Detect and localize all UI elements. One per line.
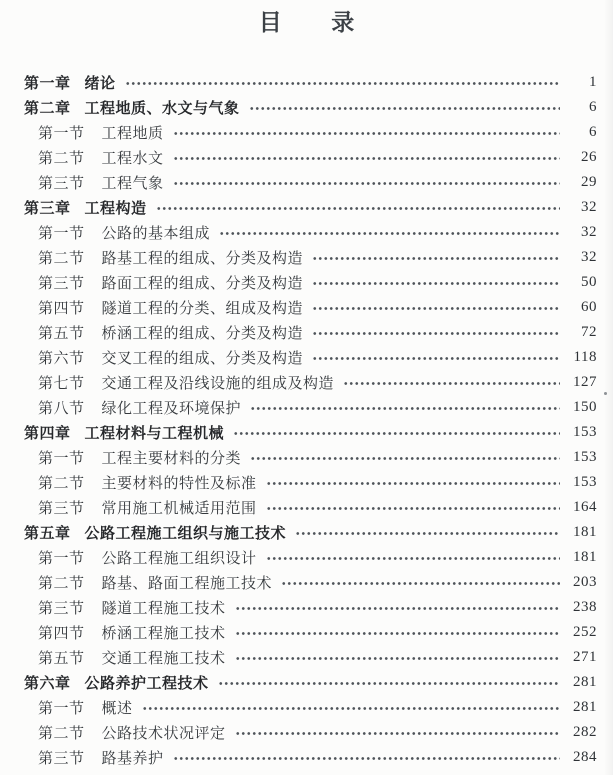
toc-entry-page: 281 bbox=[573, 674, 597, 690]
toc-entry-page: 252 bbox=[573, 624, 597, 640]
dot-leader-icon bbox=[312, 254, 560, 263]
toc-entry-label: 第二节 bbox=[38, 576, 85, 592]
toc-entry-title: 交叉工程的组成、分类及构造 bbox=[101, 351, 304, 367]
toc-entry-title: 交通工程及沿线设施的组成及构造 bbox=[101, 376, 335, 392]
toc-entry-title: 路基、路面工程施工技术 bbox=[101, 576, 273, 592]
dot-leader-icon bbox=[266, 504, 560, 513]
dot-leader-icon bbox=[173, 754, 560, 763]
toc-entry-chapter bbox=[0, 70, 613, 95]
dot-leader-icon bbox=[156, 204, 560, 213]
toc-entry-section bbox=[0, 495, 613, 520]
toc-entry-page: 284 bbox=[573, 749, 597, 765]
dot-leader-icon bbox=[250, 404, 560, 413]
toc-entry-title: 路基工程的组成、分类及构造 bbox=[101, 251, 304, 267]
toc-entry-label: 第二节 bbox=[38, 476, 85, 492]
toc-entry-label: 第四节 bbox=[38, 301, 85, 317]
toc-entry-label: 第二节 bbox=[38, 251, 85, 267]
toc-entry-label: 第六章 bbox=[24, 675, 71, 692]
toc-entry-page: 50 bbox=[581, 274, 597, 290]
dot-leader-icon bbox=[173, 179, 560, 188]
dot-leader-icon bbox=[235, 604, 560, 613]
toc-entry-section bbox=[0, 270, 613, 295]
dot-leader-icon bbox=[312, 354, 560, 363]
toc-entry-label: 第三节 bbox=[38, 276, 85, 292]
toc-entry-chapter bbox=[0, 195, 613, 220]
toc-entry-label: 第四章 bbox=[24, 425, 71, 442]
toc-entry-page: 32 bbox=[581, 199, 597, 215]
toc-entry-section bbox=[0, 695, 613, 720]
dot-leader-icon bbox=[249, 104, 560, 113]
dot-leader-icon bbox=[343, 379, 560, 388]
toc-entry-page: 181 bbox=[573, 524, 597, 540]
toc-entry-page: 32 bbox=[581, 224, 597, 240]
toc-entry-section bbox=[0, 245, 613, 270]
toc-entry-title: 绿化工程及环境保护 bbox=[101, 401, 242, 417]
toc-entry-title: 工程材料与工程机械 bbox=[84, 425, 225, 442]
dot-leader-icon bbox=[312, 279, 560, 288]
toc-entry-label: 第五节 bbox=[38, 651, 85, 667]
toc-entry-title: 公路技术状况评定 bbox=[101, 726, 226, 742]
toc-entry-page: 127 bbox=[573, 374, 597, 390]
dot-leader-icon bbox=[312, 329, 560, 338]
toc-entry-title: 工程气象 bbox=[101, 176, 164, 192]
toc-entry-title: 路面工程的组成、分类及构造 bbox=[101, 276, 304, 292]
toc-entry-section bbox=[0, 120, 613, 145]
toc-entry-title: 绪论 bbox=[84, 75, 116, 92]
toc-entry-label: 第一节 bbox=[38, 451, 85, 467]
toc-entry-page: 153 bbox=[573, 449, 597, 465]
toc-entry-label: 第一节 bbox=[38, 551, 85, 567]
toc-entry-page: 6 bbox=[589, 99, 597, 115]
toc-entry-section bbox=[0, 445, 613, 470]
toc-entry-page: 271 bbox=[573, 649, 597, 665]
toc-entry-page: 60 bbox=[581, 299, 597, 315]
toc-entry-chapter bbox=[0, 520, 613, 545]
page-title: 目录 bbox=[258, 10, 404, 35]
toc-entry-title: 路基养护 bbox=[101, 751, 164, 767]
toc-entry-page: 153 bbox=[573, 474, 597, 490]
toc-entry-page: 181 bbox=[573, 549, 597, 565]
toc-entry-chapter bbox=[0, 420, 613, 445]
toc-entry-section bbox=[0, 220, 613, 245]
toc-entry-title: 主要材料的特性及标准 bbox=[101, 476, 257, 492]
toc-entry-title: 桥涵工程施工技术 bbox=[101, 626, 226, 642]
toc-entry-page: 1 bbox=[589, 74, 597, 90]
toc-entry-page: 72 bbox=[581, 324, 597, 340]
dot-leader-icon bbox=[233, 429, 560, 438]
dot-leader-icon bbox=[281, 579, 560, 588]
toc-entry-page: 26 bbox=[581, 149, 597, 165]
toc-entry-page: 281 bbox=[573, 699, 597, 715]
toc-entry-chapter bbox=[0, 670, 613, 695]
toc-entry-title: 隧道工程的分类、组成及构造 bbox=[101, 301, 304, 317]
toc-entry-section bbox=[0, 595, 613, 620]
dot-leader-icon bbox=[125, 79, 560, 88]
dot-leader-icon bbox=[173, 129, 560, 138]
scan-artifact-dot bbox=[604, 392, 607, 395]
dot-leader-icon bbox=[173, 154, 560, 163]
toc-entry-page: 203 bbox=[573, 574, 597, 590]
toc-entry-label: 第二节 bbox=[38, 151, 85, 167]
toc-entry-chapter bbox=[0, 95, 613, 120]
toc-entry-label: 第三节 bbox=[38, 751, 85, 767]
toc-entry-label: 第五节 bbox=[38, 326, 85, 342]
toc-entry-section bbox=[0, 645, 613, 670]
toc-entry-title: 公路的基本组成 bbox=[101, 226, 211, 242]
dot-leader-icon bbox=[219, 229, 560, 238]
toc-entry-page: 150 bbox=[573, 399, 597, 415]
toc-list bbox=[0, 70, 613, 770]
dot-leader-icon bbox=[250, 454, 560, 463]
dot-leader-icon bbox=[295, 529, 560, 538]
toc-entry-title: 公路养护工程技术 bbox=[84, 675, 209, 692]
toc-entry-section bbox=[0, 720, 613, 745]
toc-entry-section bbox=[0, 145, 613, 170]
toc-entry-label: 第三节 bbox=[38, 601, 85, 617]
toc-entry-label: 第一节 bbox=[38, 701, 85, 717]
toc-entry-section bbox=[0, 395, 613, 420]
toc-entry-label: 第五章 bbox=[24, 525, 71, 542]
toc-entry-title: 常用施工机械适用范围 bbox=[101, 501, 257, 517]
toc-entry-page: 238 bbox=[573, 599, 597, 615]
toc-entry-section bbox=[0, 745, 613, 770]
dot-leader-icon bbox=[266, 479, 560, 488]
toc-entry-page: 32 bbox=[581, 249, 597, 265]
toc-entry-page: 118 bbox=[573, 349, 597, 365]
toc-entry-title: 概述 bbox=[101, 701, 133, 717]
dot-leader-icon bbox=[218, 679, 560, 688]
toc-entry-label: 第三节 bbox=[38, 501, 85, 517]
toc-entry-page: 153 bbox=[573, 424, 597, 440]
toc-entry-label: 第七节 bbox=[38, 376, 85, 392]
toc-entry-title: 工程地质 bbox=[101, 126, 164, 142]
toc-entry-label: 第一节 bbox=[38, 226, 85, 242]
toc-entry-title: 工程地质、水文与气象 bbox=[84, 100, 240, 117]
toc-entry-section bbox=[0, 570, 613, 595]
toc-entry-page: 164 bbox=[573, 499, 597, 515]
toc-entry-label: 第三节 bbox=[38, 176, 85, 192]
dot-leader-icon bbox=[312, 304, 560, 313]
toc-entry-title: 隧道工程施工技术 bbox=[101, 601, 226, 617]
dot-leader-icon bbox=[235, 629, 560, 638]
toc-entry-title: 公路工程施工组织设计 bbox=[101, 551, 257, 567]
toc-entry-title: 桥涵工程的组成、分类及构造 bbox=[101, 326, 304, 342]
toc-entry-label: 第三章 bbox=[24, 200, 71, 217]
toc-entry-label: 第一节 bbox=[38, 126, 85, 142]
toc-entry-title: 交通工程施工技术 bbox=[101, 651, 226, 667]
toc-entry-section bbox=[0, 295, 613, 320]
dot-leader-icon bbox=[235, 729, 560, 738]
toc-entry-section bbox=[0, 370, 613, 395]
toc-entry-title: 工程水文 bbox=[101, 151, 164, 167]
dot-leader-icon bbox=[266, 554, 560, 563]
toc-entry-label: 第二节 bbox=[38, 726, 85, 742]
toc-entry-title: 公路工程施工组织与施工技术 bbox=[84, 525, 287, 542]
toc-entry-label: 第二章 bbox=[24, 100, 71, 117]
toc-entry-section bbox=[0, 170, 613, 195]
toc-entry-page: 6 bbox=[589, 124, 597, 140]
toc-entry-section bbox=[0, 320, 613, 345]
toc-entry-title: 工程构造 bbox=[84, 200, 147, 217]
toc-entry-section bbox=[0, 345, 613, 370]
toc-entry-page: 29 bbox=[581, 174, 597, 190]
toc-entry-section bbox=[0, 620, 613, 645]
toc-entry-label: 第六节 bbox=[38, 351, 85, 367]
toc-entry-label: 第一章 bbox=[24, 75, 71, 92]
toc-entry-title: 工程主要材料的分类 bbox=[101, 451, 242, 467]
toc-entry-section bbox=[0, 545, 613, 570]
toc-entry-label: 第四节 bbox=[38, 626, 85, 642]
toc-entry-section bbox=[0, 470, 613, 495]
toc-entry-page: 282 bbox=[573, 724, 597, 740]
toc-entry-label: 第八节 bbox=[38, 401, 85, 417]
dot-leader-icon bbox=[142, 704, 560, 713]
dot-leader-icon bbox=[235, 654, 560, 663]
